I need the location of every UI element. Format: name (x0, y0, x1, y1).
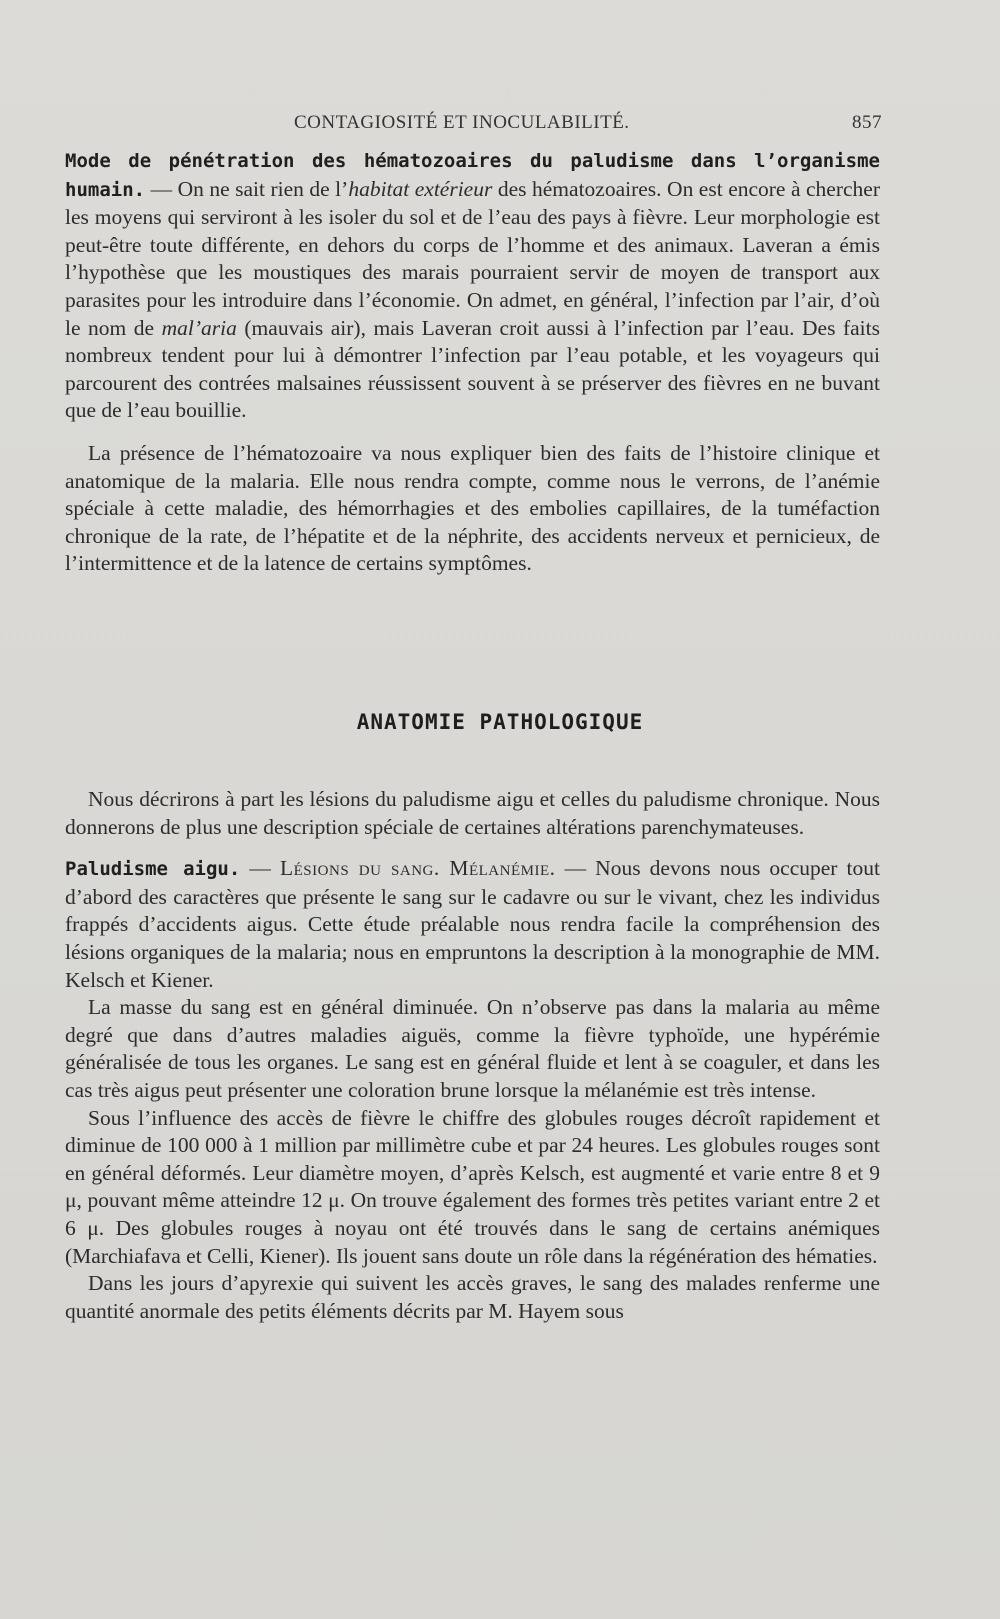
paragraph-jours-apyrexie: Dans les jours d’apyrexie qui suivent les accès graves, le sang des malades renferme une quantité anormale des petits éléments décrits par M. Hayem sous (65, 1271, 880, 1323)
upper-text-block (65, 147, 880, 578)
paragraph-text-part: — (240, 856, 281, 881)
paragraph-decrirons: Nous décrirons à part les lésions du paludisme aigu et celles du paludisme chronique. Nous donnerons de plus une description spéciale de certaines altérations parenchymateuses. (65, 787, 880, 839)
section-heading: ANATOMIE PATHOLOGIQUE (356, 710, 644, 734)
running-title: CONTAGIOSITÉ ET INOCULABILITÉ. (294, 112, 630, 133)
running-head (62, 112, 882, 142)
paragraph-text-part: — Nous devons nous occuper tout d’abord des caractères que présente le sang sur le cadavre ou sur le vivant, chez les individus frappés d’accidents aigus. Cette étude préalable nous rendra facile la compréhension des lésions organiques de la malaria; nous en empruntons la description à la monographie de MM. Kelsch et Kiener. (65, 856, 880, 992)
italic-term: habitat extérieur (348, 176, 493, 201)
paragraph-lead-heading: Paludisme aigu. (65, 858, 241, 881)
paragraph-paludisme-aigu (65, 855, 880, 994)
paragraph-lead-heading: Mode de pénétration des hématozoaires du paludisme dans l’organisme humain. (65, 150, 880, 201)
paragraph-presence-hematozoaire: La présence de l’hématozoaire va nous expliquer bien des faits de l’histoire clinique et anatomique de la malaria. Elle nous rendra compte, comme nous le verrons, de l’anémie spéciale à cette maladie, des hémorrhagies et des embolies capillaires, de la tuméfaction chronique de la rate, de l’hépatite et de la néphrite, des accidents nerveux et pernicieux, de l’intermittence et de la latence de certains symptômes. (65, 440, 880, 576)
paragraph-mode-penetration (65, 147, 880, 425)
paragraph-text-part: — On ne sait rien de l’ (145, 176, 349, 201)
italic-term: mal’aria (161, 315, 237, 340)
paragraph-text-part: des hématozoaires. On est encore à chercher les moyens qui serviront à les isoler du sol et de l’eau des pays à fièvre. Leur morphologie est peut-être toute différente, en dehors du corps de l’homme et des animaux. Laveran a émis l’hypothèse que les moustiques des marais pourraient servir de moyen de transport aux parasites pour les introduire dans l’économie. On admet, en général, l’infection par l’air, d’où le nom de (65, 176, 880, 340)
lower-text-block (65, 786, 880, 1325)
smallcaps-subheading: Lésions du sang. Mélanémie. (280, 856, 556, 881)
page-number: 857 (852, 112, 882, 133)
paragraph-influence-acces: Sous l’influence des accès de fièvre le chiffre des globules rouges décroît rapidement et diminue de 100 000 à 1 million par millimètre cube et par 24 heures. Les globules rouges sont en général déformés. Leur diamètre moyen, d’après Kelsch, est augmenté et varie entre 8 et 9 μ, pouvant même atteindre 12 μ. On trouve également des formes très petites variant entre 2 et 6 μ. Des globules rouges à noyau ont été trouvés dans le sang de certains anémiques (Marchiafava et Celli, Kiener). Ils jouent sans doute un rôle dans la régénération des hématies. (65, 1105, 880, 1268)
paragraph-text-part: (mauvais air), mais Laveran croit aussi à l’infection par l’eau. Des faits nombreux tendent pour lui à démontrer l’infection par l’eau potable, et les voyageurs qui parcourent des contrées malsaines réussissent souvent à se préserver des fièvres en ne buvant que de l’eau bouillie. (65, 315, 880, 423)
paragraph-masse-du-sang: La masse du sang est en général diminuée. On n’observe pas dans la malaria au même degré que dans d’autres maladies aiguës, comme la fièvre typhoïde, une hypérémie généralisée de tous les organes. Le sang est en général fluide et lent à se coaguler, et dans les cas très aigus peut présenter une coloration brune lorsque la mélanémie est très intense. (65, 995, 880, 1102)
